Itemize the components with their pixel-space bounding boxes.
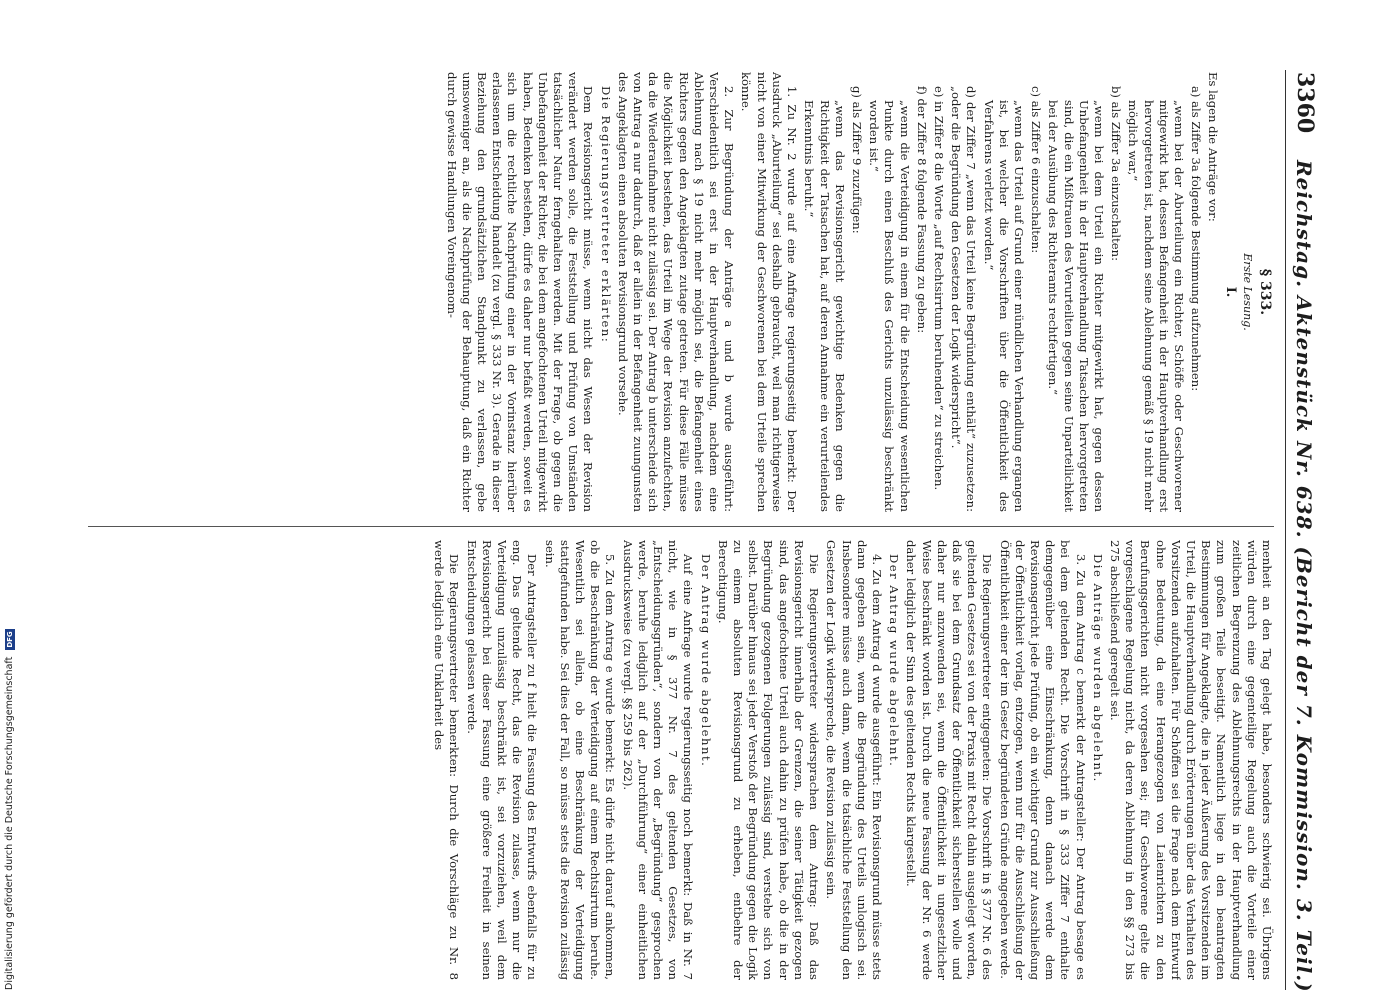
paragraph: 5. Zu dem Antrag e wurde bemerkt: Es dürfe nicht darauf ankommen, ob die Beschränkung der Verteidigung auf einem Rechtsirrtum beruhe. Wesentlich sei allein, ob eine Beschränkung der Verteidigung stattgefunden habe. Sei dies der Fall, so müsse stets die Revision zulässig sein. <box>542 540 618 980</box>
running-head: Reichstag. Aktenstück Nr. 638. (Bericht der 7. Kommission. 3. Teil.) <box>1292 160 1316 993</box>
paragraph: Die Regierungsvertreter entgegneten: Die Vorschrift in § 377 Nr. 6 des geltenden Gesetzes sei von der Praxis mit Recht dahin ausgelegt worden, daß sie bei dem Grundsatz der Öffentlichkeit sicherstellen wolle und daher nur anzuwenden sei, wenn die Öffentlichkeit in ungesetzlicher Weise beschränkt worden ist. Durch die neue Fassung der Nr. 6 werde daher lediglich der Sinn des geltenden Rechts klargestellt. <box>904 540 995 980</box>
paragraph: Es lagen die Anträge vor: <box>1206 72 1221 222</box>
paragraph: „wenn die Verteidigung in einem für die Entscheidung wesentlichen Punkte durch einen Beschluß des Gerichts unzulässig beschränkt worden ist.“ <box>867 100 912 512</box>
roman-numeral-heading: I. <box>1222 286 1238 298</box>
section-heading: § 333. <box>1257 268 1273 316</box>
credit-text: Digitalisierung gefördert durch die Deutsche Forschungsgemeinschaft <box>4 656 15 990</box>
paragraph: Auf eine Anfrage wurde regierungsseitig noch bemerkt: Daß in Nr. 7 nicht, wie in § 377 Nr. 7 des geltenden Gesetzes, von „Entscheidungsgründen“, sondern von der „Begründung“ gesprochen werde, beruhe lediglich auf der „Durchführung“ einer einheitlichen Ausdrucksweise (zu vergl. §§ 259 bis 262). <box>620 540 696 980</box>
left-column <box>88 72 1274 512</box>
paragraph: a) als Ziffer 3a folgende Bestimmung aufzunehmen: <box>1189 86 1204 392</box>
reading-heading: Erste Lesung. <box>1240 253 1254 331</box>
paragraph: „wenn das Revisionsgericht gewichtige Bedenken gegen die Richtigkeit der Tatsachen hat, auf deren Annahme ein verurteilendes Erkenntnis beruht.“ <box>802 100 847 512</box>
page-header <box>1285 70 1322 993</box>
paragraph: d) der Ziffer 7 „wenn das Urteil keine Begründung enthält“ zuzusetzen: „oder die Begründung den Gesetzen der Logik widerspricht“. <box>949 86 979 512</box>
scanned-page <box>84 70 1322 993</box>
page-number: 3360 <box>1292 72 1318 134</box>
paragraph: Die Anträge wurden abgelehnt. <box>1090 554 1105 783</box>
paragraph: Die Regierungsvertreter bemerkten: Durch die Vorschläge zu Nr. 8 werde lediglich eine Unklarheit des <box>432 540 462 980</box>
rotated-page-content <box>84 70 1322 993</box>
paragraph: Der Antrag wurde abgelehnt. <box>887 554 902 768</box>
dfg-logo: DFG <box>5 631 14 648</box>
paragraph: c) als Ziffer 6 einzuschalten: <box>1029 86 1044 254</box>
paragraph: „wenn bei der Aburteilung ein Richter, Schöffe oder Geschworener mitgewirkt hat, dessen Befangenheit in der Hauptverhandlung erst hervorgetreten ist, nachdem seine Ablehnung gemäß § 19 nicht mehr möglich war,“ <box>1126 100 1186 512</box>
paragraph: Der Antragsteller zu f hielt die Fassung des Entwurfs ebenfalls für zu eng. Das geltende Recht, das die Revision zulasse, wenn nur die Verteidigung unzulässig beschränkt ist, sei vorzuziehen, weil dem Revisionsgericht bei dieser Fassung eine größere Freiheit in seinen Entscheidungen gelassen werde. <box>464 540 540 980</box>
paragraph: „wenn das Urteil auf Grund einer mündlichen Verhandlung ergangen ist, bei welcher die Vorschriften über die Öffentlichkeit des Verfahrens verletzt worden.“ <box>981 100 1026 512</box>
column-divider <box>88 526 1274 527</box>
paragraph: 2. Zur Begründung der Anträge a und b wurde ausgeführt: Verschiedentlich sei erst in der Hauptverhandlung, nachdem eine Ablehnung nach § 19 nicht mehr möglich sei, die Befangenheit eines Richters gegen den Angeklagten zutage getreten. Für diese Fälle müsse die Möglichkeit bestehen, das Urteil im Wege der Revision anzufechten, da die Wiederaufnahme nicht zulässig sei. Der Antrag b unterscheide sich von Antrag a nur dadurch, daß er allein in der Befangenheit zuungunsten des Angeklagten einen absoluten Revisionsgrund vorsehe. <box>615 72 737 512</box>
paragraph: menheit an den Tag gelegt habe, besonders schwierig sei. Übrigens würden durch eine gegenteilige Regelung auch die Vorteile einer zeitlichen Begrenzung des Ablehnungsrechts in der Hauptverhandlung zum großen Teile beseitigt. Namentlich liege in den beantragten Bestimmungen für Angeklagte, die in jeder Äußerung des Vorsitzenden im Urteil, die Hauptverhandlung durch Erörterungen über das Verhalten des Vorsitzenden aufzuhalten. Für Schöffen sei die Frage nach dem Entwurf ohne Bedeutung, da eine Herangezogen von Laienrichtern zu den Berufungsgerichten nicht vorgesehen sei; für Geschworene gelte die vorgeschlagene Regelung nicht, da deren Ablehnung in den §§ 273 bis 275 abschließend geregelt sei. <box>1107 540 1274 980</box>
paragraph: 4. Zu dem Antrag d wurde ausgeführt: Ein Revisionsgrund müsse stets dann gegeben sein, wenn die Begründung des Urteils unlogisch sei. Insbesondere müsse auch dann, wenn die tatsächliche Feststellung den Gesetzen der Logik widerspreche, die Revision zulässig sein. <box>824 540 884 980</box>
paragraph: Die Regierungsvertreter widersprachen dem Antrag: Daß das Revisionsgericht innerhalb der Grenzen, die seiner Tätigkeit gezogen sind, das angefochtene Urteil auch dahin zu prüfen habe, ob die in der Begründung gezogenen Folgerungen zulässig sind, verstehe sich von selbst. Darüber hinaus sei jeder Verstoß der Begründung gegen die Logik zu einem absoluten Revisionsgrund zu erheben, entbehre der Berechtigung. <box>715 540 822 980</box>
paragraph: Die Regierungsvertreter erklärten: <box>598 86 613 344</box>
right-column <box>88 540 1274 980</box>
paragraph: Dem Revisionsgericht müsse, wenn nicht das Wesen der Revision verändert werden solle, die Feststellung und Prüfung von Umständen tatsächlicher Natur ferngehalten werden. Mit der Frage, ob gegen die Unbefangenheit der Richter, die bei dem angefochtenen Urteil mitgewirkt haben, Bedenken bestehen, dürfe es daher nur befaßt werden, soweit es sich um die rechtliche Nachprüfung einer in der Vorinstanz hierüber erlassenen Entscheidung handelt (zu vergl. § 333 Nr. 3). Gerade in dieser Beziehung den grundsätzlichen Standpunkt zu verlassen, gebe umsoweniger an, als die Nachprüfung der Behauptung, daß ein Richter durch gewisse Handlungen Voreingenom- <box>444 72 596 512</box>
paragraph: Der Antrag wurde abgelehnt. <box>698 554 713 768</box>
paragraph: „wenn bei dem Urteil ein Richter mitgewirkt hat, gegen dessen Unbefangenheit in der Hauptverhandlung Tatsachen hervorgetreten sind, die ein Mißtrauen des Verurteilten gegen seine Unparteilichkeit bei der Ausübung des Richteramts rechtfertigen.“ <box>1046 100 1106 512</box>
paragraph: g) als Ziffer 9 zuzufügen: <box>849 86 864 234</box>
paragraph: b) als Ziffer 3a einzuschalten: <box>1109 86 1124 261</box>
paragraph: e) in Ziffer 8 die Worte „auf Rechtsirrtum beruhenden“ zu streichen. <box>931 86 946 491</box>
paragraph: 1. Zu Nr. 2 wurde auf eine Anfrage regierungsseitig bemerkt: Der Ausdruck „Aburteilung“ sei deshalb gebraucht, weil man richtigerweise nicht von einer Mitwirkung der Geschworenen bei dem Urteile sprechen könne. <box>739 72 800 512</box>
paragraph: 3. Zu dem Antrag c bemerkt der Antragsteller: Der Antrag besage es bei dem geltenden Recht. Die Vorschrift in § 333 Ziffer 7 enthalte demgegenüber eine Einschränkung, denn danach werde dem Revisionsgericht jede Prüfung, ob ein wichtiger Grund zur Ausschließung der Öffentlichkeit vorlag, entzogen, wenn nur für die Ausschließung der Öffentlichkeit einer der im Gesetz begründeten Gründe angegeben werde. <box>997 540 1088 980</box>
paragraph: f) der Ziffer 8 folgende Fassung zu geben: <box>914 86 929 334</box>
